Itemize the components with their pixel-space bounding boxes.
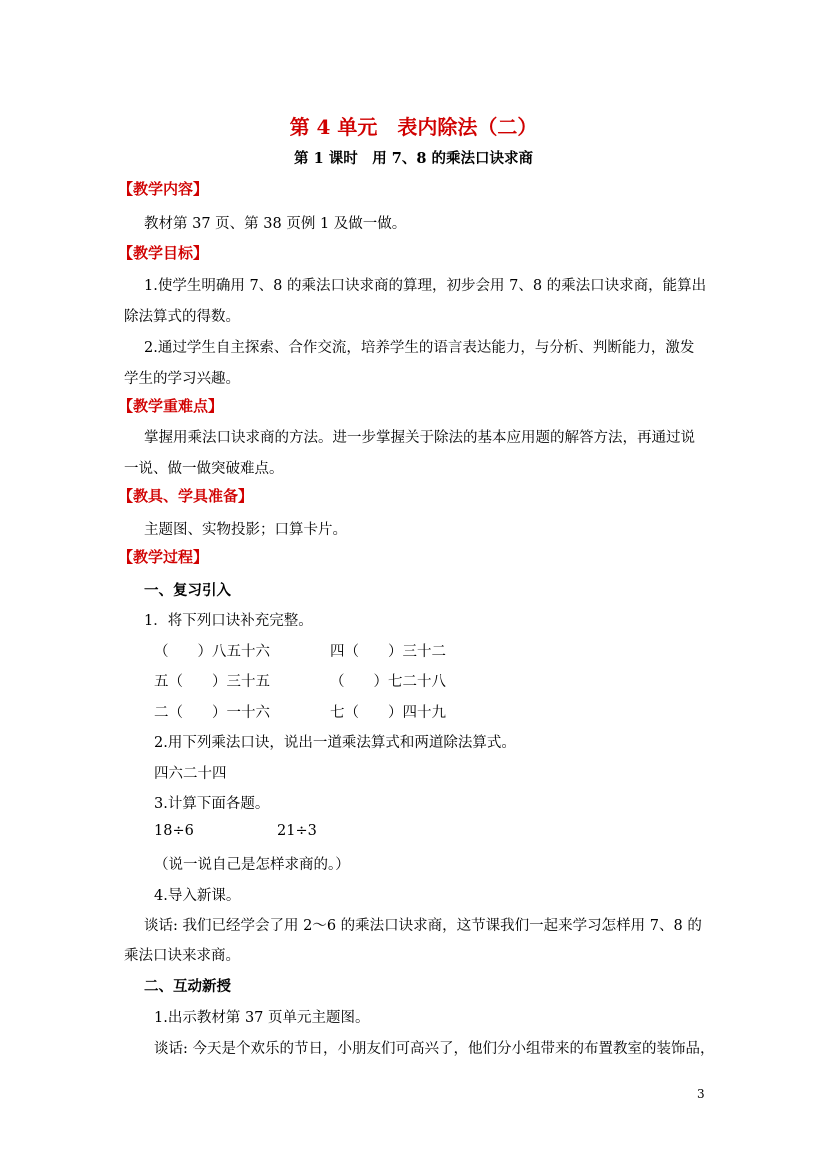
content-text: 教材第 37 页、第 38 页例 1 及做一做。 bbox=[144, 216, 407, 232]
review-item-3: 3.计算下面各题。 bbox=[154, 796, 270, 812]
part1-heading: 一、复习引入 bbox=[144, 582, 231, 599]
rhyme-blank-r3c2: 七（ ）四十九 bbox=[330, 705, 446, 721]
rhyme-blank-r3c1: 二（ ）一十六 bbox=[154, 705, 270, 721]
calc-expression-2: 21÷3 bbox=[277, 823, 317, 839]
document-title: 第 4 单元 表内除法（二） bbox=[289, 115, 538, 139]
process-heading: 【教学过程】 bbox=[118, 548, 209, 566]
part2-heading: 二、互动新授 bbox=[144, 978, 231, 995]
page-number: 3 bbox=[697, 1087, 705, 1101]
review-item-1: 1．将下列口诀补充完整。 bbox=[144, 613, 313, 629]
tools-heading: 【教具、学具准备】 bbox=[118, 487, 254, 505]
rhyme-blank-r1c2: 四（ ）三十二 bbox=[330, 644, 446, 660]
goals-heading: 【教学目标】 bbox=[118, 244, 209, 262]
review-item-2: 2.用下列乘法口诀，说出一道乘法算式和两道除法算式。 bbox=[154, 735, 516, 751]
rhyme-blank-r2c1: 五（ ）三十五 bbox=[154, 674, 270, 690]
goal1-line1: 1.使学生明确用 7、8 的乘法口诀求商的算理，初步会用 7、8 的乘法口诀求商，能算出 bbox=[144, 278, 707, 294]
review-item-4: 4.导入新课。 bbox=[154, 888, 241, 904]
goal2-line2: 学生的学习兴趣。 bbox=[124, 371, 240, 387]
goal2-line1: 2.通过学生自主探索、合作交流，培养学生的语言表达能力，与分析、判断能力，激发 bbox=[144, 340, 695, 356]
talk1-line2: 乘法口诀来求商。 bbox=[124, 948, 240, 964]
goal1-line2: 除法算式的得数。 bbox=[124, 309, 240, 325]
rhyme-blank-r2c2: （ ）七二十八 bbox=[330, 674, 446, 690]
tools-text: 主题图、实物投影；口算卡片。 bbox=[144, 522, 347, 538]
key-line2: 一说、做一做突破难点。 bbox=[124, 461, 284, 477]
review-rhyme: 四六二十四 bbox=[154, 766, 227, 782]
key-line1: 掌握用乘法口诀求商的方法。进一步掌握关于除法的基本应用题的解答方法，再通过说 bbox=[144, 430, 695, 446]
new-item-1: 1.出示教材第 37 页单元主题图。 bbox=[154, 1010, 370, 1026]
lesson-subtitle: 第 1 课时 用 7、8 的乘法口诀求商 bbox=[294, 150, 533, 167]
calc-expression-1: 18÷6 bbox=[154, 823, 194, 839]
review-item-3-note: （说一说自己是怎样求商的。） bbox=[154, 857, 350, 873]
content-heading: 【教学内容】 bbox=[118, 180, 209, 198]
talk1-line1: 谈话: 我们已经学会了用 2～6 的乘法口诀求商，这节课我们一起来学习怎样用 7、8 的 bbox=[144, 918, 702, 934]
rhyme-blank-r1c1: （ ）八五十六 bbox=[154, 644, 270, 660]
key-points-heading: 【教学重难点】 bbox=[118, 397, 224, 415]
talk2-line1: 谈话: 今天是个欢乐的节日，小朋友们可高兴了，他们分小组带来的布置教室的装饰品， bbox=[154, 1041, 715, 1057]
